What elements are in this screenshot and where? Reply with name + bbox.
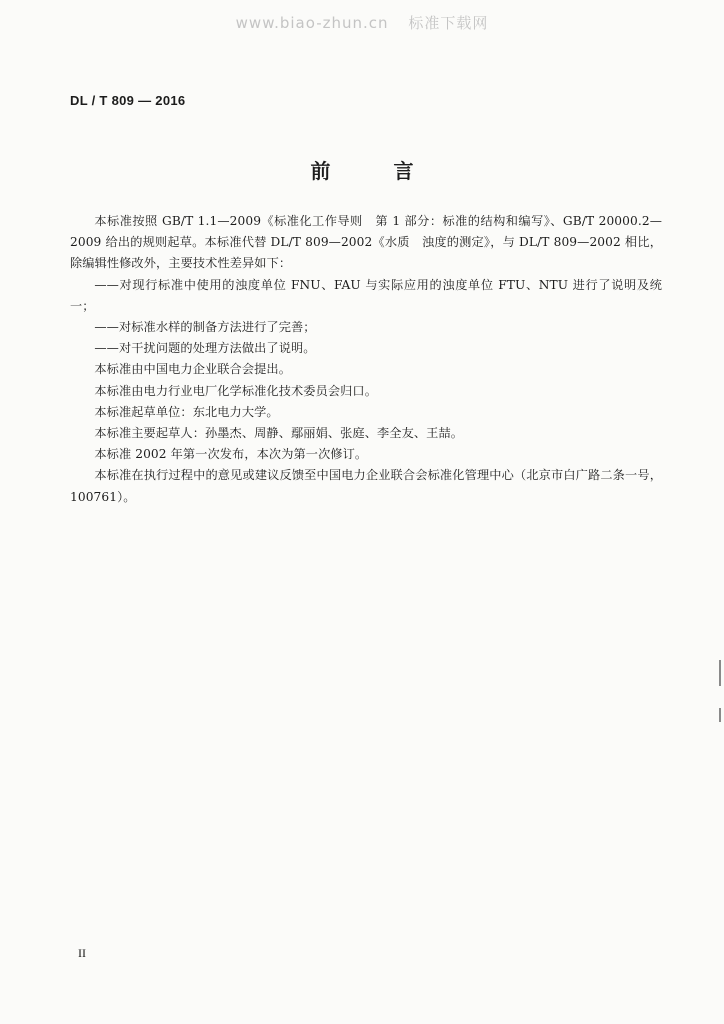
- watermark-name: 标准下载网: [408, 14, 489, 32]
- paragraph-release-history: 本标准 2002 年第一次发布，本次为第一次修订。: [94, 447, 368, 462]
- paragraph-change-units: ——对现行标准中使用的浊度单位 FNU、FAU 与实际应用的浊度单位 FTU、NTU 进行了说明及统一；: [70, 277, 662, 313]
- paragraph-drafting-rules: 本标准按照 GB/T 1.1—2009《标准化工作导则 第 1 部分：标准的结构和编写》、GB/T 20000.2—2009 给出的规则起草。本标准代替 DL/T 809—2002《水质 浊度的测定》，与 DL/T 809—2002 相比，除编辑性修改外，主要技术性差异如下：: [70, 214, 662, 271]
- watermark-site: www.biao-zhun.cn: [235, 14, 389, 32]
- watermark: [0, 12, 724, 33]
- paragraph-committee: 本标准由电力行业电厂化学标准化技术委员会归口。: [94, 383, 378, 398]
- paragraph-change-sample-prep: ——对标准水样的制备方法进行了完善；: [94, 320, 316, 335]
- paragraph-feedback: 本标准在执行过程中的意见或建议反馈至中国电力企业联合会标准化管理中心（北京市白广路二条一号，100761）。: [70, 468, 662, 504]
- scan-edge-mark: [719, 660, 721, 686]
- paragraph-drafting-unit: 本标准起草单位：东北电力大学。: [94, 404, 279, 419]
- page-number: II: [78, 946, 86, 960]
- document-code: DL / T 809 — 2016: [70, 93, 186, 108]
- page-title: 前 言: [310, 159, 442, 183]
- paragraph-change-interference: ——对干扰问题的处理方法做出了说明。: [94, 341, 316, 356]
- foreword-body: [70, 211, 662, 508]
- paragraph-proposer: 本标准由中国电力企业联合会提出。: [94, 362, 291, 377]
- paragraph-drafters: 本标准主要起草人：孙墨杰、周静、鄢丽娟、张庭、李全友、王喆。: [94, 426, 464, 441]
- scan-edge-mark: [719, 708, 721, 722]
